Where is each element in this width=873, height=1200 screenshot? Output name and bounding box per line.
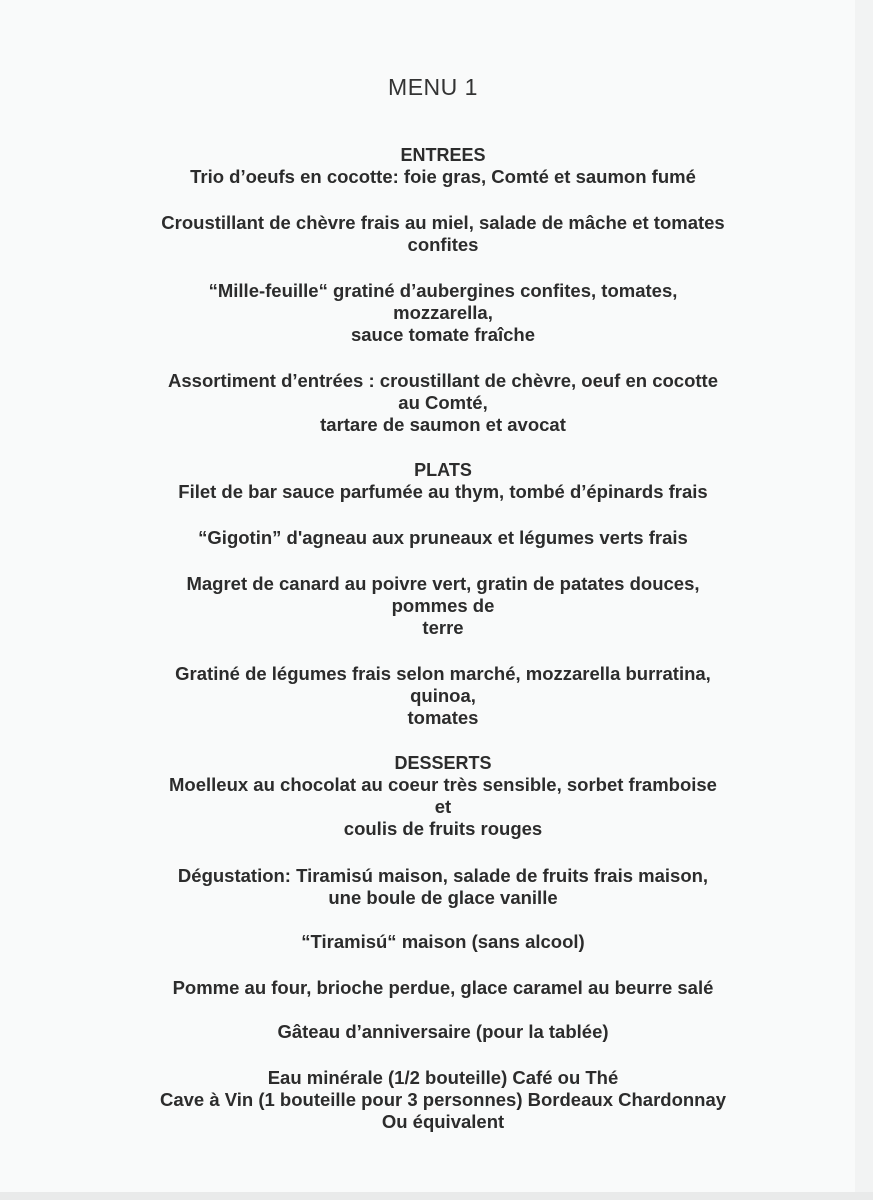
plats-heading: PLATS xyxy=(414,460,472,480)
plat-2 xyxy=(0,527,873,549)
entree-3 xyxy=(0,280,873,346)
plat-4-line-1: Gratiné de légumes frais selon marché, mozzarella burratina, xyxy=(175,663,711,684)
plat-4-line-2: quinoa, xyxy=(410,685,476,706)
desserts-block xyxy=(0,752,873,840)
plat-2-line-1: “Gigotin” d'agneau aux pruneaux et légumes verts frais xyxy=(198,527,688,548)
entree-4-line-3: tartare de saumon et avocat xyxy=(320,414,566,435)
dessert-3-line-1: “Tiramisú“ maison (sans alcool) xyxy=(301,931,585,952)
dessert-2-line-2: une boule de glace vanille xyxy=(328,887,558,908)
dessert-5-line-1: Gâteau d’anniversaire (pour la tablée) xyxy=(277,1021,609,1042)
dessert-2 xyxy=(0,865,873,909)
drinks-line-2: Cave à Vin (1 bouteille pour 3 personnes) Bordeaux Chardonnay xyxy=(159,1089,727,1110)
dessert-5 xyxy=(0,1021,873,1043)
entrees-block xyxy=(0,144,873,188)
plat-3 xyxy=(0,573,873,639)
drinks-line-3: Ou équivalent xyxy=(381,1111,505,1132)
dessert-4 xyxy=(0,977,873,999)
plat-4-line-3: tomates xyxy=(407,707,479,728)
scan-edge-bottom xyxy=(0,1192,873,1200)
plats-block xyxy=(0,459,873,503)
dessert-2-line-1: Dégustation: Tiramisú maison, salade de fruits frais maison, xyxy=(177,865,709,886)
dessert-1-line-3: coulis de fruits rouges xyxy=(343,818,543,839)
entree-4-line-2: au Comté, xyxy=(398,392,488,413)
dessert-1-line-1: Moelleux au chocolat au coeur très sensible, sorbet framboise xyxy=(169,774,717,795)
desserts-heading: DESSERTS xyxy=(394,753,492,773)
drinks-block xyxy=(0,1067,873,1133)
plat-3-line-1: Magret de canard au poivre vert, gratin de patates douces, xyxy=(186,573,700,594)
plat-3-line-2: pommes de xyxy=(391,595,495,616)
entree-1-line-1: Trio d’oeufs en cocotte: foie gras, Comté et saumon fumé xyxy=(190,166,696,187)
plat-3-line-3: terre xyxy=(422,617,464,638)
dessert-1-line-2: et xyxy=(434,796,452,817)
entree-3-line-3: sauce tomate fraîche xyxy=(350,324,536,345)
entree-3-line-2: mozzarella, xyxy=(393,302,493,323)
plat-4 xyxy=(0,663,873,729)
plat-1-line-1: Filet de bar sauce parfumée au thym, tombé d’épinards frais xyxy=(178,481,708,502)
entree-2-line-1: Croustillant de chèvre frais au miel, salade de mâche et tomates xyxy=(161,212,725,233)
entree-2 xyxy=(0,212,873,256)
entrees-heading: ENTREES xyxy=(400,145,486,165)
entree-2-line-2: confites xyxy=(407,234,479,255)
entree-4 xyxy=(0,370,873,436)
dessert-4-line-1: Pomme au four, brioche perdue, glace caramel au beurre salé xyxy=(172,977,714,998)
entree-4-line-1: Assortiment d’entrées : croustillant de chèvre, oeuf en cocotte xyxy=(168,370,718,391)
menu-title: MENU 1 xyxy=(388,74,478,100)
entree-3-line-1: “Mille-feuille“ gratiné d’aubergines confites, tomates, xyxy=(208,280,678,301)
drinks-line-1: Eau minérale (1/2 bouteille) Café ou Thé xyxy=(267,1067,619,1088)
dessert-3 xyxy=(0,931,873,953)
